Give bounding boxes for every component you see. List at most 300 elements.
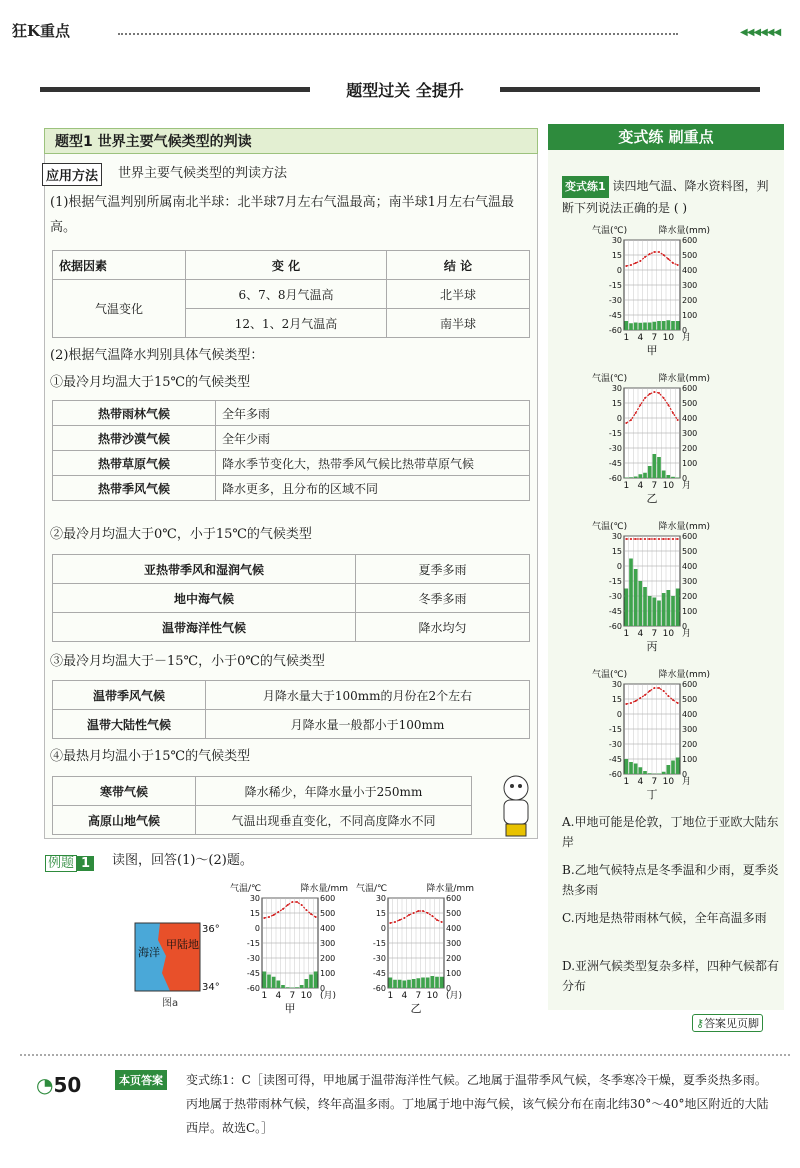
precip-bar: [309, 975, 313, 989]
y-tick-label: 15: [611, 695, 622, 704]
x-tick-label: 4: [637, 629, 644, 639]
precip-bar: [667, 475, 671, 478]
y-tick-label: 30: [611, 236, 622, 245]
y2-tick-label: 100: [320, 969, 336, 978]
temperature-point: [389, 922, 391, 924]
precip-bar: [314, 972, 318, 989]
y2-tick-label: 300: [320, 939, 336, 948]
precip-bar: [662, 593, 666, 626]
precip-bar: [281, 985, 285, 988]
temperature-point: [677, 264, 679, 266]
precip-bar: [653, 454, 657, 478]
section-title: 题型过关 全提升: [310, 78, 500, 101]
temperature-point: [296, 901, 298, 903]
precip-bar: [398, 980, 402, 988]
temperature-point: [427, 912, 429, 914]
x-tick-label: 1: [623, 629, 630, 639]
precip-bar: [643, 473, 647, 478]
y2-tick-label: 600: [682, 680, 698, 689]
y-tick-label: -45: [372, 969, 386, 978]
temperature-point: [644, 538, 646, 540]
land-label: 甲陆地: [166, 938, 199, 951]
answer-text: 变式练1：C［读图可得，甲地属于温带海洋性气候。乙地属于温带季风气候，冬季寒冷干燥，夏季炎热多雨。丙地属于热带雨林气候，终年高温多雨。丁地属于地中海气候，该气候分布在南北纬30°～40°地区附近的大陆西岸。故选C。］: [186, 1073, 769, 1135]
y-tick-label: 0: [616, 562, 622, 571]
y2-tick-label: 400: [682, 710, 698, 719]
y2-tick-label: 600: [320, 894, 336, 903]
table-cell: 地中海气候: [53, 584, 356, 613]
example-label: [45, 852, 94, 871]
table-header: 变 化: [186, 251, 387, 280]
footer-dotted-line: [20, 1054, 790, 1056]
temperature-point: [639, 538, 641, 540]
y2-tick-label: 100: [682, 311, 698, 320]
y2-tick-label: 300: [446, 939, 462, 948]
precip-bar: [639, 767, 643, 774]
temperature-point: [644, 256, 646, 258]
practice-question: [562, 176, 780, 218]
x-tick-label: 10: [426, 991, 439, 1001]
climate-chart-6: [354, 880, 476, 1020]
precip-bar: [300, 985, 304, 988]
x-tick-label: 1: [387, 991, 394, 1001]
precip-bar: [295, 987, 299, 988]
temperature-point: [277, 911, 279, 913]
precip-bar: [662, 772, 666, 774]
option-b[interactable]: B.乙地气候特点是冬季温和少雨，夏季炎热多雨: [562, 863, 779, 897]
y-tick-label: -15: [372, 939, 386, 948]
y2-axis-label: 降水量/mm: [426, 884, 474, 894]
table-cell: 热带沙漠气候: [53, 426, 216, 451]
y-tick-label: 15: [611, 399, 622, 408]
answer-bracket: ( ): [673, 201, 688, 215]
precip-bar: [643, 323, 647, 331]
x-axis-label: (月): [446, 991, 463, 1001]
y2-tick-label: 200: [446, 954, 462, 963]
temperature-point: [436, 919, 438, 921]
precip-bar: [662, 321, 666, 330]
precip-bar: [625, 321, 629, 330]
precip-bar: [676, 589, 680, 627]
precip-bar: [277, 981, 281, 989]
table-cell: 气温出现垂直变化，不同高度降水不同: [196, 806, 472, 835]
y-tick-label: 0: [616, 710, 622, 719]
y2-axis-label: 降水量(mm): [658, 226, 710, 236]
y-axis-label: 气温/℃: [230, 884, 262, 894]
y2-tick-label: 300: [682, 281, 698, 290]
sub-heading-2: ②最冷月均温大于0℃，小于15℃的气候类型: [50, 527, 312, 542]
temperature-point: [630, 702, 632, 704]
y2-tick-label: 400: [682, 562, 698, 571]
temperature-point: [644, 397, 646, 399]
method-tag: 应用方法: [42, 163, 102, 186]
precip-bar: [286, 987, 290, 988]
temperature-point: [677, 419, 679, 421]
precip-bar: [648, 773, 652, 774]
y-tick-label: 0: [380, 924, 386, 933]
y-tick-label: -60: [608, 770, 622, 779]
table-cell: 12、1、2月气温高: [186, 309, 387, 338]
chart-title: 乙: [410, 1002, 422, 1015]
y2-tick-label: 0: [682, 622, 688, 631]
y2-axis-label: 降水量/mm: [300, 884, 348, 894]
climate-chart-4: [590, 666, 712, 806]
temperature-point: [649, 253, 651, 255]
y2-tick-label: 400: [682, 414, 698, 423]
map-caption: 图a: [162, 998, 179, 1008]
precip-bar: [634, 569, 638, 626]
precip-bar: [407, 980, 411, 988]
sea-label: 海洋: [138, 946, 160, 959]
y2-tick-label: 0: [682, 770, 688, 779]
precip-bar: [662, 471, 666, 479]
clock-icon: ◔: [36, 1073, 54, 1097]
temperature-point: [677, 702, 679, 704]
temperature-point: [667, 695, 669, 697]
step-1-text: (1)根据气温判别所属南北半球：北半球7月左右气温最高；南半球1月左右气温最高。: [50, 195, 514, 235]
x-tick-label: 7: [651, 481, 658, 491]
temperature-point: [625, 703, 627, 705]
precip-bar: [634, 323, 638, 331]
temperature-point: [310, 913, 312, 915]
y-tick-label: -45: [608, 607, 622, 616]
y2-axis-label: 降水量(mm): [658, 522, 710, 532]
precip-bar: [629, 762, 633, 774]
x-axis-label: 月: [682, 333, 692, 343]
brand-logo: 狂K重点: [12, 22, 71, 40]
lat-bottom-label: 34°: [202, 982, 220, 993]
y-tick-label: 0: [616, 266, 622, 275]
y2-tick-label: 100: [446, 969, 462, 978]
y-tick-label: -15: [608, 429, 622, 438]
temperature-point: [667, 404, 669, 406]
table-cell: 降水更多，且分布的区域不同: [216, 476, 530, 501]
table-cell: 热带草原气候: [53, 451, 216, 476]
temperature-point: [287, 904, 289, 906]
y-axis-label: 气温(℃): [592, 522, 628, 532]
precip-bar: [625, 589, 629, 627]
temperature-point: [672, 412, 674, 414]
temperature-point: [639, 697, 641, 699]
temperature-point: [644, 694, 646, 696]
header-arrows-icon: ◀◀◀◀◀◀: [740, 27, 781, 38]
temperature-point: [649, 538, 651, 540]
chart-title: 甲: [646, 344, 658, 357]
y2-tick-label: 500: [682, 251, 698, 260]
hemisphere-table: [52, 250, 530, 338]
climate-table-3: [52, 680, 530, 739]
table-cell: 降水季节变化大，热带季风气候比热带草原气候: [216, 451, 530, 476]
x-tick-label: 10: [662, 333, 675, 343]
temperature-point: [625, 538, 627, 540]
temperature-point: [417, 910, 419, 912]
precip-bar: [629, 477, 633, 478]
precip-bar: [629, 559, 633, 627]
precip-bar: [676, 321, 680, 330]
table-cell: 降水均匀: [356, 613, 530, 642]
temperature-point: [653, 391, 655, 393]
table-cell: 温带海洋性气候: [53, 613, 356, 642]
mascot-illustration: [490, 770, 542, 840]
precip-bar: [263, 972, 267, 989]
temperature-point: [658, 251, 660, 253]
y2-tick-label: 100: [682, 459, 698, 468]
temperature-point: [399, 919, 401, 921]
temperature-point: [431, 915, 433, 917]
table-cell: 全年多雨: [216, 401, 530, 426]
answer-link[interactable]: ⚷答案见页脚: [692, 1014, 763, 1032]
temperature-point: [625, 422, 627, 424]
temperature-point: [625, 265, 627, 267]
y-axis-label: 气温(℃): [592, 374, 628, 384]
temperature-point: [268, 916, 270, 918]
x-axis-label: 月: [682, 777, 692, 787]
temperature-point: [658, 687, 660, 689]
table-cell: 全年少雨: [216, 426, 530, 451]
precip-bar: [412, 979, 416, 988]
y2-tick-label: 200: [682, 740, 698, 749]
temperature-point: [403, 917, 405, 919]
step-2-text: (2)根据气温降水判别具体气候类型：: [50, 348, 264, 363]
y-tick-label: 30: [611, 384, 622, 393]
key-icon: ⚷: [696, 1017, 705, 1030]
table-cell: 夏季多雨: [356, 555, 530, 584]
precip-bar: [639, 323, 643, 330]
y-tick-label: -30: [608, 444, 622, 453]
precip-bar: [671, 596, 675, 626]
x-tick-label: 10: [662, 629, 675, 639]
temperature-point: [291, 901, 293, 903]
practice-tag: 变式练1: [562, 176, 609, 198]
temperature-point: [672, 699, 674, 701]
x-tick-label: 10: [662, 777, 675, 787]
y-tick-label: -45: [608, 459, 622, 468]
precip-bar: [667, 320, 671, 330]
table-cell: 北半球: [387, 280, 530, 309]
precip-bar: [648, 323, 652, 331]
y2-tick-label: 300: [682, 429, 698, 438]
precip-bar: [676, 758, 680, 775]
chart-title: 丙: [646, 640, 658, 653]
temperature-point: [663, 690, 665, 692]
y2-tick-label: 500: [320, 909, 336, 918]
y2-tick-label: 500: [682, 399, 698, 408]
y2-tick-label: 600: [682, 384, 698, 393]
x-axis-label: 月: [682, 629, 692, 639]
precip-bar: [643, 771, 647, 774]
y-tick-label: -60: [608, 622, 622, 631]
y-tick-label: -30: [372, 954, 386, 963]
precip-bar: [421, 978, 425, 989]
x-tick-label: 10: [300, 991, 313, 1001]
y-tick-label: 0: [254, 924, 260, 933]
temperature-point: [663, 538, 665, 540]
climate-table-2: [52, 554, 530, 642]
precip-bar: [653, 322, 657, 330]
table-cell: 气温变化: [53, 280, 186, 338]
y2-tick-label: 400: [682, 266, 698, 275]
temperature-point: [635, 262, 637, 264]
y-tick-label: -60: [608, 474, 622, 483]
x-axis-label: (月): [320, 991, 337, 1001]
temperature-point: [630, 538, 632, 540]
temperature-point: [305, 909, 307, 911]
topic-heading: 题型1 世界主要气候类型的判读: [44, 128, 538, 154]
y2-tick-label: 400: [320, 924, 336, 933]
x-tick-label: 1: [261, 991, 268, 1001]
climate-table-1: [52, 400, 530, 501]
x-tick-label: 4: [401, 991, 408, 1001]
y2-tick-label: 100: [682, 755, 698, 764]
y-tick-label: -30: [608, 296, 622, 305]
y2-tick-label: 300: [682, 577, 698, 586]
y2-tick-label: 0: [682, 474, 688, 483]
table-cell: 月降水量一般都小于100mm: [206, 710, 530, 739]
y-tick-label: -45: [608, 311, 622, 320]
y-tick-label: -45: [608, 755, 622, 764]
precip-bar: [305, 979, 309, 988]
temperature-point: [282, 908, 284, 910]
sub-heading-1: ①最冷月均温大于15℃的气候类型: [50, 375, 251, 390]
precip-bar: [639, 474, 643, 478]
option-d[interactable]: D.亚洲气候类型复杂多样，四种气候都有分布: [562, 959, 780, 993]
temperature-point: [658, 392, 660, 394]
precip-bar: [648, 596, 652, 626]
y-tick-label: 30: [611, 680, 622, 689]
table-cell: 月降水量大于100mm的月份在2个左右: [206, 681, 530, 710]
precip-bar: [431, 976, 435, 988]
y2-tick-label: 500: [682, 547, 698, 556]
y2-tick-label: 200: [682, 444, 698, 453]
y-tick-label: -60: [372, 984, 386, 993]
temperature-point: [635, 538, 637, 540]
y2-tick-label: 500: [446, 909, 462, 918]
temperature-point: [263, 917, 265, 919]
precip-bar: [657, 457, 661, 478]
x-tick-label: 4: [637, 333, 644, 343]
temperature-point: [422, 910, 424, 912]
climate-chart-5: [228, 880, 350, 1020]
x-tick-label: 1: [623, 481, 630, 491]
section-banner: [40, 78, 760, 100]
y2-tick-label: 300: [682, 725, 698, 734]
y-tick-label: 30: [611, 532, 622, 541]
temperature-point: [653, 538, 655, 540]
x-tick-label: 7: [651, 629, 658, 639]
y-tick-label: -15: [246, 939, 260, 948]
y2-axis-label: 降水量(mm): [658, 670, 710, 680]
precip-bar: [267, 975, 271, 989]
header-dotted-line: [118, 33, 678, 35]
y-tick-label: 15: [249, 909, 260, 918]
y-tick-label: -15: [608, 281, 622, 290]
example-tag: 例题: [45, 855, 77, 872]
table-cell: 温带季风气候: [53, 681, 206, 710]
precip-bar: [667, 590, 671, 626]
y-tick-label: -30: [246, 954, 260, 963]
x-tick-label: 7: [651, 333, 658, 343]
x-tick-label: 4: [637, 777, 644, 787]
answer-tag: 本页答案: [115, 1070, 167, 1090]
y2-tick-label: 600: [682, 532, 698, 541]
precip-bar: [639, 581, 643, 626]
temperature-point: [658, 538, 660, 540]
table-cell: 亚热带季风和湿润气候: [53, 555, 356, 584]
x-axis-label: 月: [682, 481, 692, 491]
temperature-point: [630, 264, 632, 266]
y-tick-label: 30: [249, 894, 260, 903]
y-tick-label: -60: [246, 984, 260, 993]
y2-tick-label: 200: [682, 296, 698, 305]
x-tick-label: 1: [623, 777, 630, 787]
precip-bar: [403, 981, 407, 989]
temperature-point: [663, 397, 665, 399]
y-tick-label: 15: [611, 251, 622, 260]
table-cell: 冬季多雨: [356, 584, 530, 613]
x-tick-label: 7: [651, 777, 658, 787]
y-tick-label: -60: [608, 326, 622, 335]
x-tick-label: 4: [275, 991, 282, 1001]
temperature-point: [408, 914, 410, 916]
practice-heading: 变式练 刷重点: [548, 124, 784, 150]
x-tick-label: 7: [289, 991, 296, 1001]
x-tick-label: 1: [623, 333, 630, 343]
precip-bar: [653, 598, 657, 627]
page-number: ◔50: [36, 1073, 82, 1097]
y2-tick-label: 200: [320, 954, 336, 963]
y-axis-label: 气温/℃: [356, 884, 388, 894]
x-tick-label: 4: [637, 481, 644, 491]
precip-bar: [671, 477, 675, 478]
climate-table-4: [52, 776, 472, 835]
option-a[interactable]: A.甲地可能是伦敦，丁地位于亚欧大陆东岸: [562, 815, 779, 849]
x-tick-label: 7: [415, 991, 422, 1001]
temperature-point: [667, 538, 669, 540]
temperature-point: [639, 404, 641, 406]
table-cell: 6、7、8月气温高: [186, 280, 387, 309]
precip-bar: [629, 323, 633, 330]
table-cell: 南半球: [387, 309, 530, 338]
question-text: 读四地气温、降水资料图，判断下列说法正确的是: [562, 179, 769, 215]
temperature-point: [653, 687, 655, 689]
climate-chart-2: [590, 370, 712, 510]
x-tick-label: 10: [662, 481, 675, 491]
table-cell: 热带季风气候: [53, 476, 216, 501]
temperature-point: [635, 700, 637, 702]
precip-bar: [667, 765, 671, 774]
y2-tick-label: 600: [682, 236, 698, 245]
temperature-point: [635, 412, 637, 414]
precip-bar: [440, 977, 444, 988]
chart-title: 乙: [646, 492, 658, 505]
temperature-point: [667, 258, 669, 260]
precip-bar: [671, 321, 675, 330]
table-header: 结 论: [387, 251, 530, 280]
example-number: 1: [77, 856, 94, 871]
temperature-point: [630, 419, 632, 421]
precip-bar: [625, 759, 629, 774]
temperature-point: [273, 914, 275, 916]
y-tick-label: 0: [616, 414, 622, 423]
table-cell: 热带雨林气候: [53, 401, 216, 426]
y-axis-label: 气温(℃): [592, 226, 628, 236]
temperature-point: [672, 262, 674, 264]
option-c[interactable]: C.丙地是热带雨林气候，全年高温多雨: [562, 911, 767, 925]
y-tick-label: 15: [375, 909, 386, 918]
y-tick-label: -30: [608, 740, 622, 749]
precip-bar: [657, 321, 661, 330]
temperature-point: [677, 538, 679, 540]
precip-bar: [426, 978, 430, 989]
